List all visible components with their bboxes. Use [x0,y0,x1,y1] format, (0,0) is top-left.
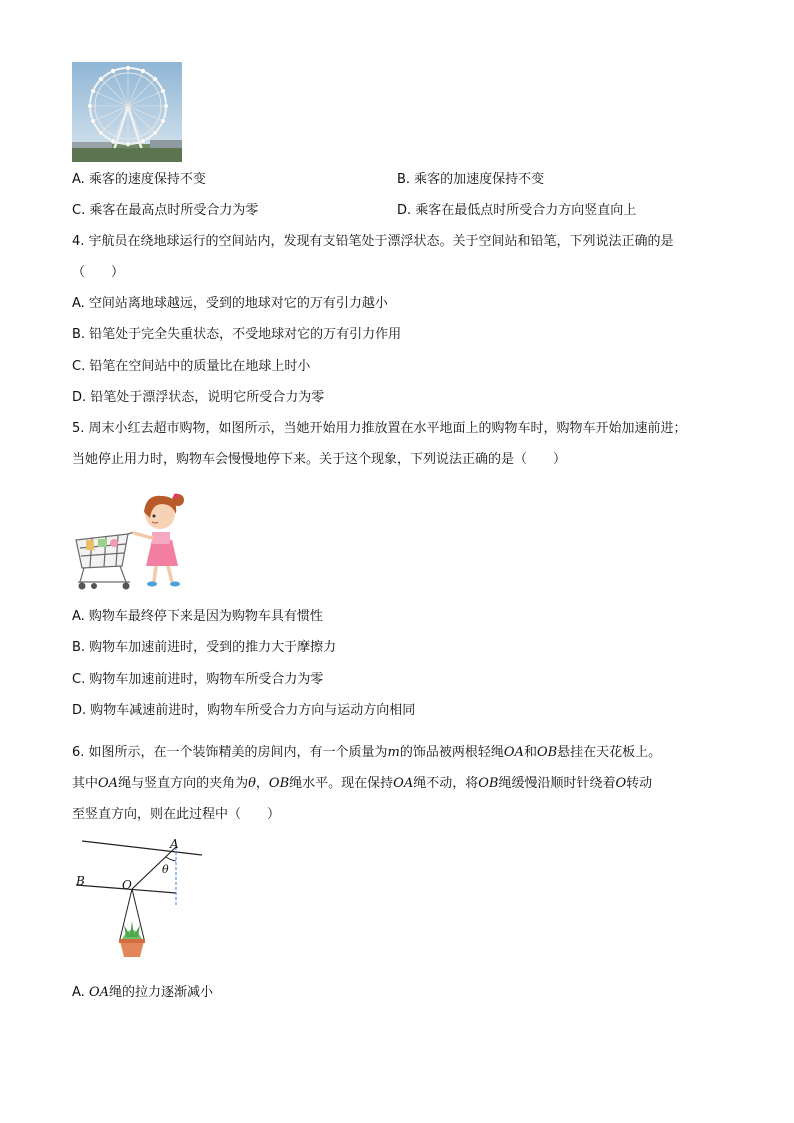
q4-stem-line1: 4. 宇航员在绕地球运行的空间站内，发现有支铅笔处于漂浮状态。关于空间站和铅笔，下列说法正确的是 [72,234,674,249]
girl-cart-image [72,478,192,596]
q4-option-d: D. 铅笔处于漂浮状态，说明它所受合力为零 [72,390,325,405]
q6-option-a: A. OA绳的拉力逐渐减小 [72,985,213,1000]
q4-option-c: C. 铅笔在空间站中的质量比在地球上时小 [72,359,311,374]
q5-option-d: D. 购物车减速前进时，购物车所受合力方向与运动方向相同 [72,703,416,718]
q5-stem-line1: 5. 周末小红去超市购物，如图所示，当她开始用力推放置在水平地面上的购物车时，购物车开始加速前进； [72,421,687,436]
q6-stem-line1: 6. 如图所示，在一个装饰精美的房间内，有一个质量为m的饰品被两根轻绳OA和OB悬挂在天花板上。 [72,745,662,760]
label-theta: θ [162,863,169,876]
label-b: B [76,874,85,888]
label-o: O [122,878,132,892]
q3-option-c: C. 乘客在最高点时所受合力为零 [72,203,259,218]
q5-stem-line2: 当她停止用力时，购物车会慢慢地停下来。关于这个现象，下列说法正确的是（ ） [72,452,567,467]
q3-option-a: A. 乘客的速度保持不变 [72,172,206,187]
q4-option-b: B. 铅笔处于完全失重状态，不受地球对它的万有引力作用 [72,327,402,342]
q6-stem-line2: 其中OA绳与竖直方向的夹角为θ，OB绳水平。现在保持OA绳不动，将OB绳缓慢沿顺时针绕着O转动 [72,776,653,791]
q5-option-a: A. 购物车最终停下来是因为购物车具有惯性 [72,609,323,624]
label-a: A [170,837,179,851]
q4-stem-line2: （ ） [72,265,125,280]
rope-diagram [72,835,212,970]
q5-option-b: B. 购物车加速前进时，受到的推力大于摩擦力 [72,640,337,655]
ferris-wheel-image [72,62,182,162]
q4-option-a: A. 空间站离地球越远，受到的地球对它的万有引力越小 [72,296,388,311]
q3-option-b: B. 乘客的加速度保持不变 [397,172,545,187]
q6-stem-line3: 至竖直方向，则在此过程中（ ） [72,807,281,822]
q3-option-d: D. 乘客在最低点时所受合力方向竖直向上 [397,203,637,218]
q5-option-c: C. 购物车加速前进时，购物车所受合力为零 [72,672,324,687]
